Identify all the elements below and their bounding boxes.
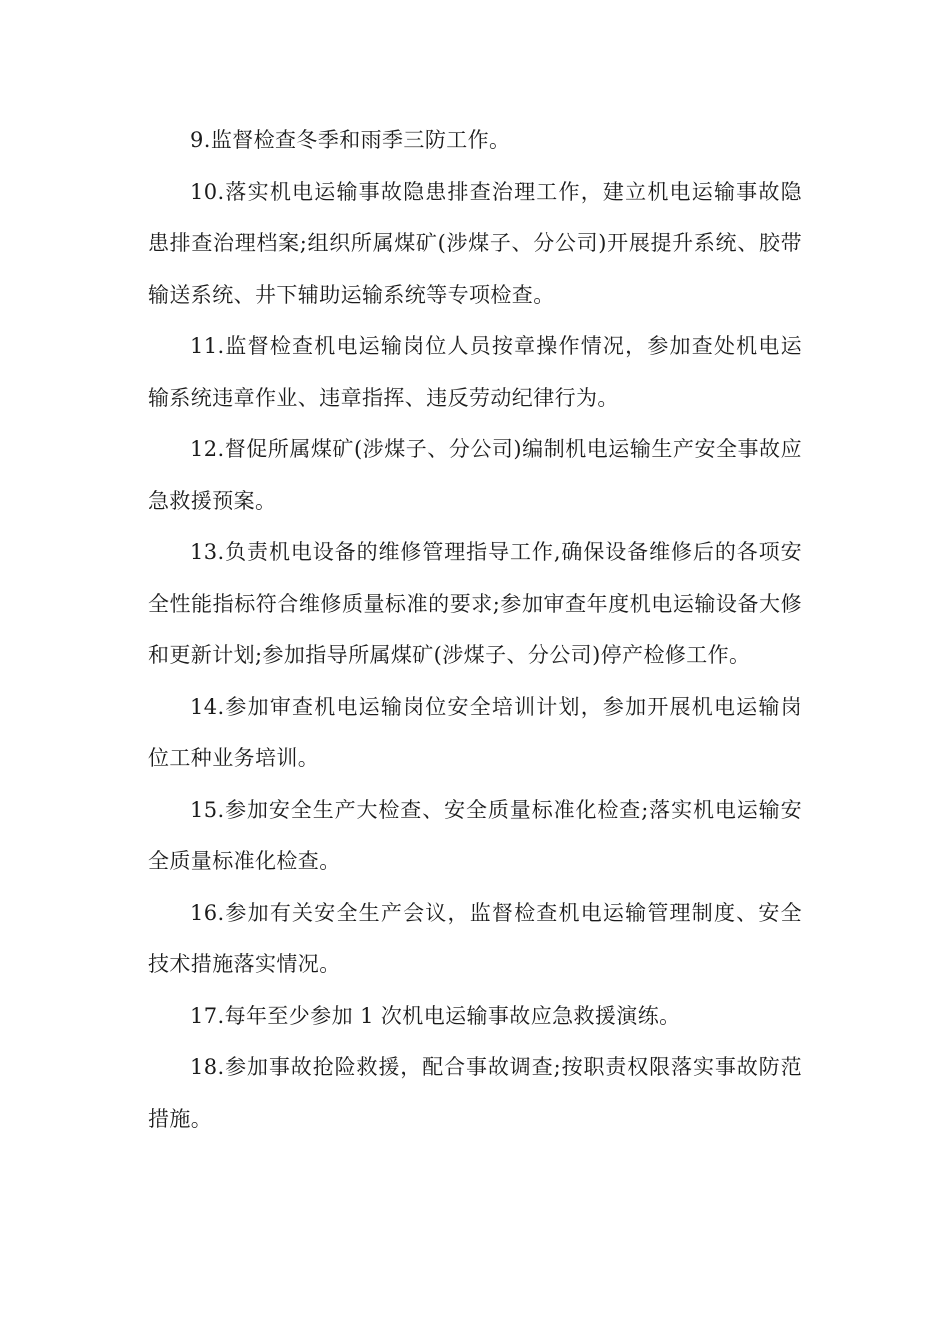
paragraph-item-11: 11.监督检查机电运输岗位人员按章操作情况，参加查处机电运输系统违章作业、违章指挥、违反劳动纪律行为。 xyxy=(148,334,802,410)
paragraph-item-9: 9.监督检查冬季和雨季三防工作。 xyxy=(190,128,511,152)
paragraph-item-10: 10.落实机电运输事故隐患排查治理工作，建立机电运输事故隐患排查治理档案;组织所属煤矿(涉煤子、分公司)开展提升系统、胶带输送系统、井下辅助运输系统等专项检查。 xyxy=(148,179,802,307)
paragraph-item-17: 17.每年至少参加 1 次机电运输事故应急救援演练。 xyxy=(190,1003,681,1028)
paragraph-item-16: 16.参加有关安全生产会议，监督检查机电运输管理制度、安全技术措施落实情况。 xyxy=(148,900,802,976)
paragraph-item-13: 13.负责机电设备的维修管理指导工作,确保设备维修后的各项安全性能指标符合维修质量标准的要求;参加审查年度机电运输设备大修和更新计划;参加指导所属煤矿(涉煤子、分公司)停产检修工作。 xyxy=(148,540,802,667)
paragraph-item-15: 15.参加安全生产大检查、安全质量标准化检查;落实机电运输安全质量标准化检查。 xyxy=(148,797,802,873)
paragraph-item-18: 18.参加事故抢险救援，配合事故调查;按职责权限落实事故防范措施。 xyxy=(148,1055,802,1131)
document-body xyxy=(148,115,802,1145)
paragraph-item-14: 14.参加审查机电运输岗位安全培训计划，参加开展机电运输岗位工种业务培训。 xyxy=(148,694,802,770)
paragraph-item-12: 12.督促所属煤矿(涉煤子、分公司)编制机电运输生产安全事故应急救援预案。 xyxy=(148,437,802,513)
